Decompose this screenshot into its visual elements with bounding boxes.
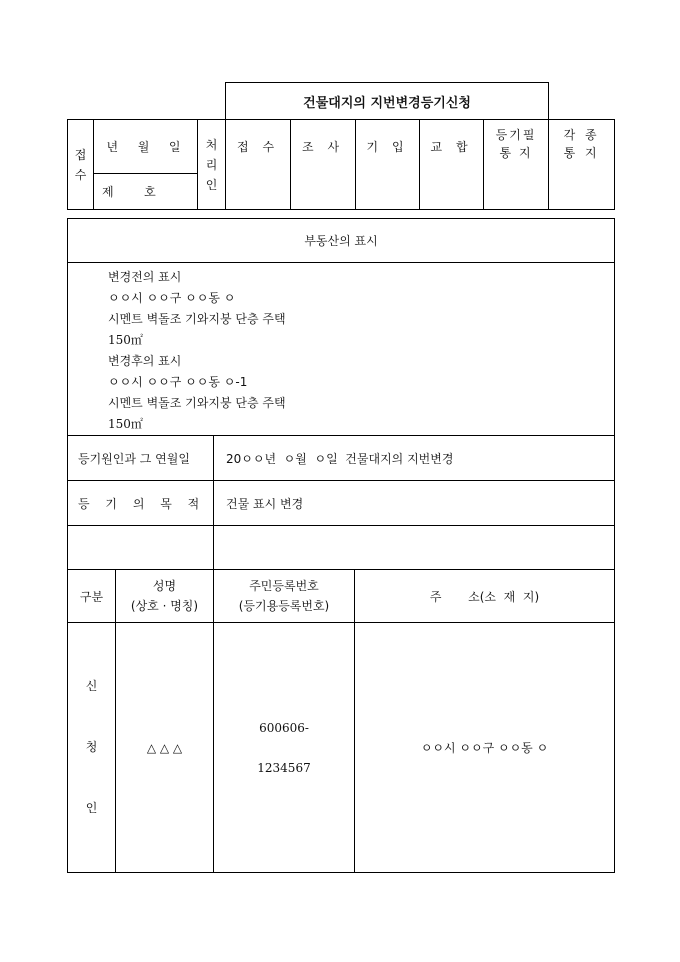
property-line: 150㎡ (108, 417, 143, 431)
property-line: 변경후의 표시 (108, 354, 182, 368)
header-category: 구분 (68, 570, 116, 623)
applicant-label: 신 청 인 (68, 623, 116, 873)
receipt-number-label: 제 호 (94, 174, 198, 210)
col-completion-notice: 등기필 통 지 (484, 120, 549, 210)
col-entry: 기 입 (356, 120, 420, 210)
registration-purpose-value: 건물 표시 변경 (214, 481, 615, 526)
header-address: 주 소(소 재 지) (355, 570, 615, 623)
registration-cause-label: 등기원인과 그 연월일 (68, 436, 214, 481)
property-description (68, 263, 615, 436)
receipt-label: 접수 (68, 120, 94, 210)
header-id-number: 주민등록번호 (등기용등록번호) (214, 570, 355, 623)
blank-value-cell (214, 526, 615, 570)
property-line: 시멘트 벽돌조 기와지붕 단층 주택 (108, 396, 286, 410)
property-line: ㅇㅇ시 ㅇㅇ구 ㅇㅇ동 ㅇ-1 (108, 375, 248, 389)
header-name: 성명 (상호 · 명칭) (116, 570, 214, 623)
applicant-id-number: 600606- 1234567 (214, 623, 355, 873)
blank-label-cell (68, 526, 214, 570)
col-collation: 교 합 (420, 120, 484, 210)
col-various-notice: 각 종 통 지 (549, 120, 615, 210)
property-line: 시멘트 벽돌조 기와지붕 단층 주택 (108, 312, 286, 326)
form-title: 건물대지의 지번변경등기신청 (226, 83, 549, 120)
col-inspection: 조 사 (291, 120, 356, 210)
application-table (67, 218, 615, 873)
property-section-title: 부동산의 표시 (68, 219, 615, 263)
applicant-address: ㅇㅇ시 ㅇㅇ구 ㅇㅇ동 ㅇ (355, 623, 615, 873)
receipt-table (67, 82, 615, 210)
property-line: 150㎡ (108, 333, 143, 347)
registration-cause-value: 20ㅇㅇ년 ㅇ월 ㅇ일 건물대지의 지번변경 (214, 436, 615, 481)
registration-purpose-label: 등 기 의 목 적 (68, 481, 214, 526)
processor-label: 처리인 (198, 120, 226, 210)
property-line: ㅇㅇ시 ㅇㅇ구 ㅇㅇ동 ㅇ (108, 291, 236, 305)
col-receipt: 접 수 (226, 120, 291, 210)
applicant-name: △ △ △ (116, 623, 214, 873)
receipt-date-label: 년 월 일 (94, 120, 198, 174)
property-line: 변경전의 표시 (108, 270, 182, 284)
